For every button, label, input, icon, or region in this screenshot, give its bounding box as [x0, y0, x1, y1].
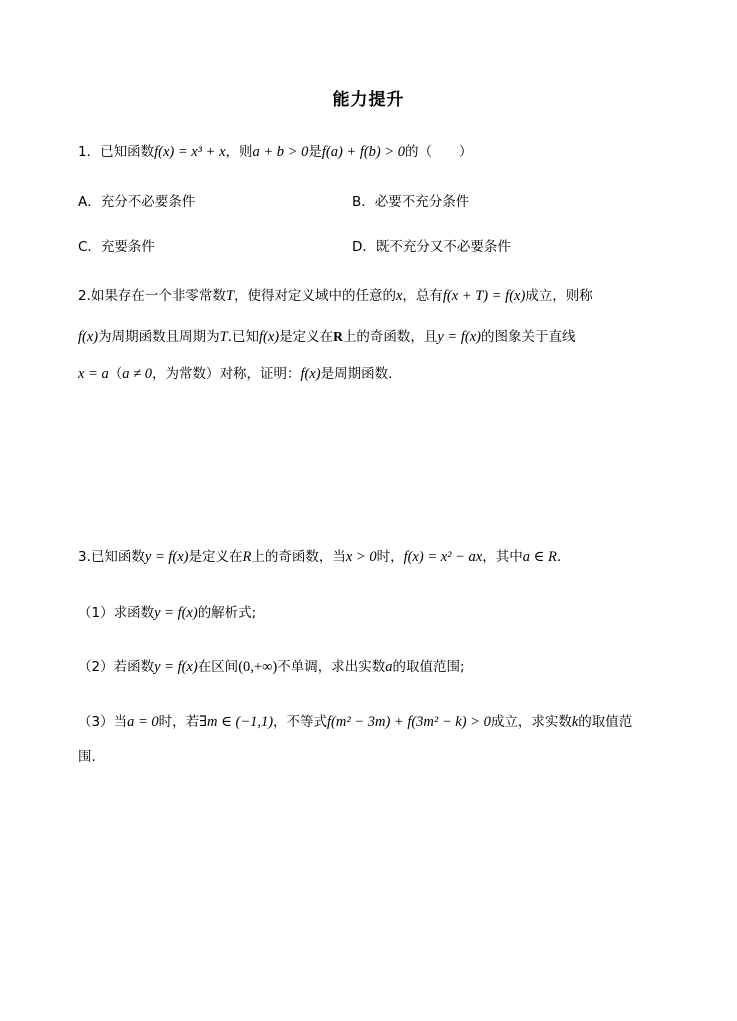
- q3-part-3: （3）当a = 0时，若∃m ∈ (−1,1)，不等式f(m² − 3m) + f(3m² − k) > 0成立，求实数k的取值范: [78, 714, 633, 730]
- q2-line-2: f(x)为周期函数且周期为T.已知f(x)是定义在R上的奇函数，且y = f(x)的图象关于直线: [78, 329, 576, 345]
- q2-periodic-equation: f(x + T) = f(x): [442, 288, 526, 304]
- q1-condition-1: a + b > 0: [252, 144, 309, 160]
- q2-line-1: 2.如果存在一个非零常数T，使得对定义域中的任意的x，总有f(x + T) = f(x)成立，则称: [78, 288, 593, 304]
- page-title: 能力提升: [332, 90, 405, 110]
- q1-function: f(x) = x³ + x: [154, 144, 226, 160]
- q3-part-3-continued: 围.: [78, 749, 96, 765]
- q1-option-b: B．必要不充分条件: [352, 194, 470, 210]
- q1-option-d: D．既不充分又不必要条件: [352, 239, 511, 255]
- q3-part-2: （2）若函数y = f(x)在区间(0,+∞)不单调，求出实数a的取值范围;: [78, 659, 465, 675]
- q2-line-3: x = a（a ≠ 0，为常数）对称，证明：f(x)是周期函数.: [78, 366, 393, 382]
- q1-condition-2: f(a) + f(b) > 0: [321, 144, 406, 160]
- q3-stem: 3.已知函数y = f(x)是定义在R上的奇函数，当x > 0时，f(x) = x² − ax，其中a ∈ R.: [78, 549, 562, 565]
- q1-stem: 1．已知函数f(x) = x³ + x，则a + b > 0是f(a) + f(b) > 0的（ ）: [78, 144, 473, 160]
- q3-part-1: （1）求函数y = f(x)的解析式;: [78, 605, 257, 621]
- q1-option-c: C．充要条件: [78, 239, 155, 255]
- q1-option-a: A．充分不必要条件: [78, 194, 196, 210]
